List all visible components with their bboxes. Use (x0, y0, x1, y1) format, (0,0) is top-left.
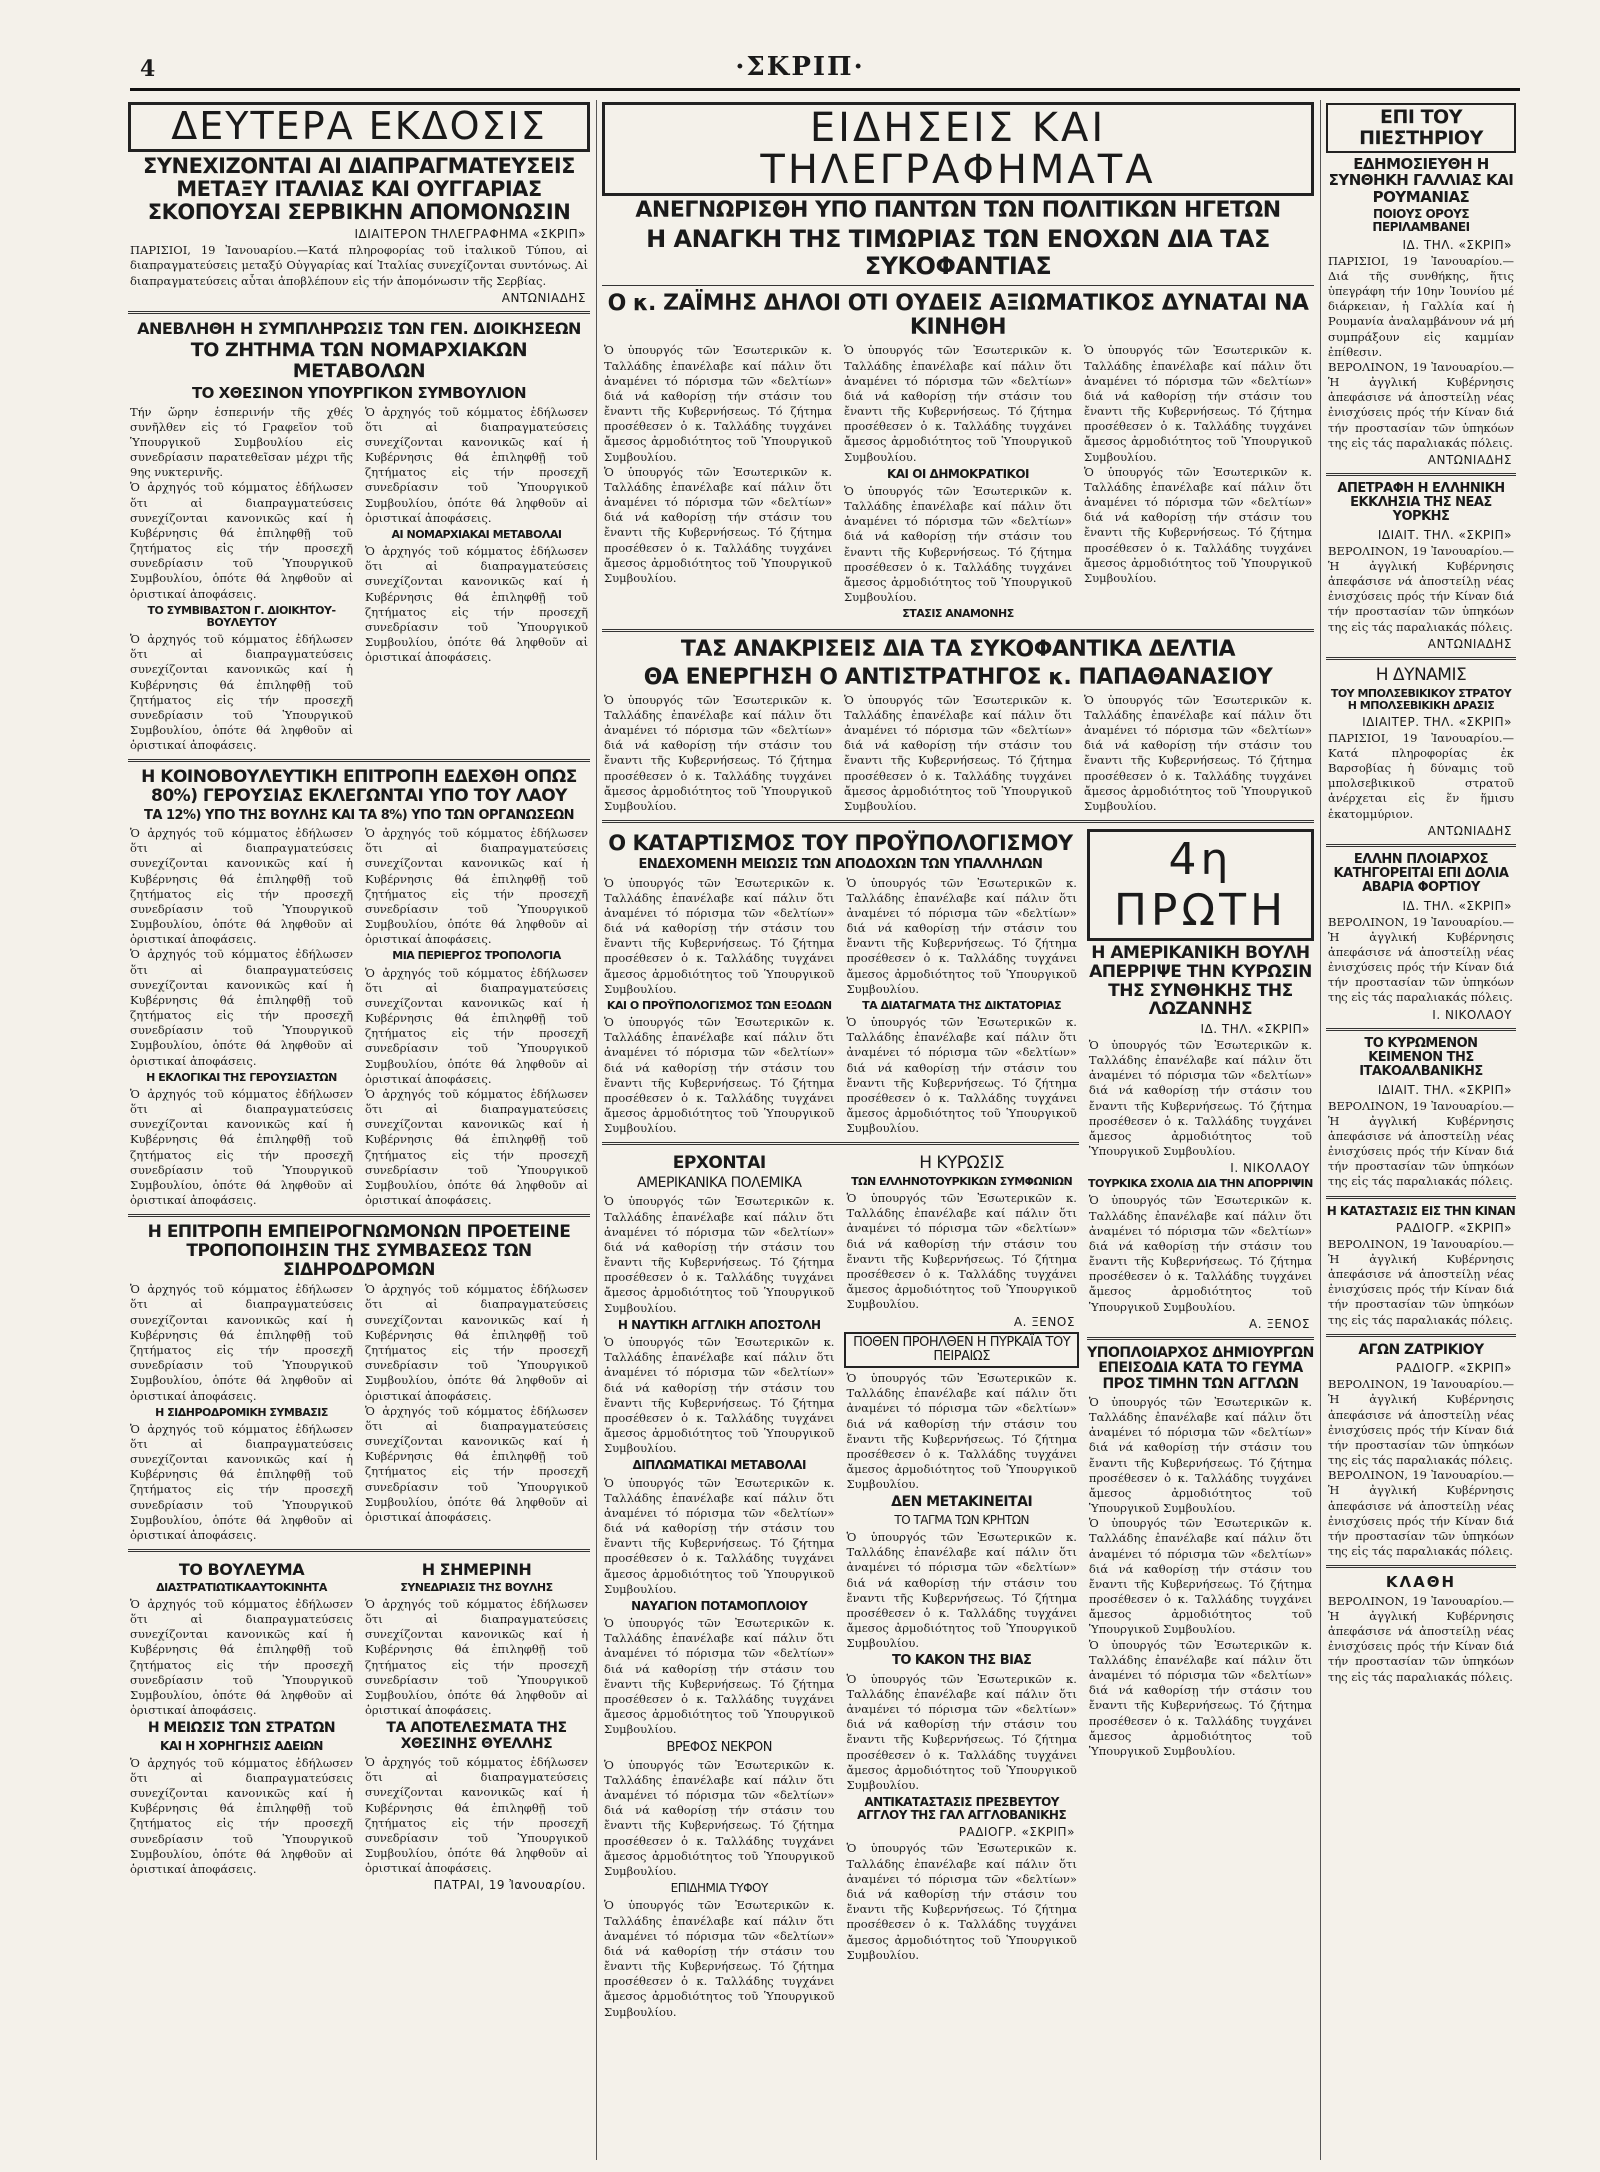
article-text: ΒΕΡΟΛΙΝΟΝ, 19 Ἰανουαρίου.—Ἡ ἀγγλική Κυβέρνησις ἀπεφάσισε νά ἀποστείλῃ νέας ἐνισχύσεις πρός τήν Κίναν διά τήν προστασίαν τῶν ὑπηκόων της εἰς τάς παραλιακάς πόλεις. (1328, 1377, 1514, 1468)
divider (128, 1214, 590, 1217)
byline: ΙΔ. ΤΗΛ. «ΣΚΡΙΠ» (1200, 1021, 1310, 1036)
page-number: 4 (140, 56, 156, 82)
byline: ΙΔ. ΤΗΛ. «ΣΚΡΙΠ» (1402, 898, 1512, 913)
article-text: Ὁ ἀρχηγός τοῦ κόμματος ἐδήλωσεν ὅτι αἱ διαπραγματεύσεις συνεχίζονται κανονικῶς καί ἡ Κυβέρνησις θά ἐπιληφθῇ τοῦ ζητήματος εἰς τήν προσεχῆ συνεδρίασιν τοῦ Ὑπουργικοῦ Συμβουλίου, ὁπότε θά ληφθοῦν αἱ ὁριστικαί ἀποφάσεις. (130, 826, 353, 947)
article-text: ΠΑΡΙΣΙΟΙ, 19 Ἰανουαρίου.—Διά τῆς συνθήκης, ἥτις ὑπεγράφη τήν 10ην Ἰουνίου μέ διάρκειαν, ἡ Γαλλία καί ἡ Ρουμανία ἀναλαμβάνουν νά μή συμπράξουν εἰς καμμίαν ἐπίθεσιν. (1328, 253, 1514, 359)
two-column-block (128, 1282, 590, 1543)
column-rule (1320, 100, 1321, 2160)
headline-captain: ΕΛΛΗΝ ΠΛΟΙΑΡΧΟΣ ΚΑΤΗΓΟΡΕΙΤΑΙ ΕΠΙ ΔΟΛΙΑ ΑΒΑΡΙΑ ΦΟΡΤΙΟΥ (1333, 851, 1509, 896)
signature: Ι. ΝΙΚΟΛΑΟΥ (1230, 1161, 1310, 1176)
article-text: Ὁ ἀρχηγός τοῦ κόμματος ἐδήλωσεν ὅτι αἱ διαπραγματεύσεις συνεχίζονται κανονικῶς καί ἡ Κυβέρνησις θά ἐπιληφθῇ τοῦ ζητήματος εἰς τήν προσεχῆ συνεδρίασιν τοῦ Ὑπουργικοῦ Συμβουλίου, ὁπότε θά ληφθοῦν αἱ ὁριστικαί ἀποφάσεις. (365, 1596, 588, 1718)
article-text: Ὁ ὑπουργός τῶν Ἐσωτερικῶν κ. Ταλλάδης ἐπανέλαβε καί πάλιν ὅτι ἀναμένει τό πόρισμα τῶν «δελτίων» διά νά καθορίσῃ τήν στάσιν του ἔναντι τῆς Κυβερνήσεως. Τό ζήτημα προσέθεσεν ὁ κ. Ταλλάδης τυγχάνει ἄμεσος ἀρμοδιότητος τοῦ Ὑπουργικοῦ Συμβουλίου. (1088, 1394, 1312, 1516)
divider (602, 820, 1314, 823)
article-text: Ὁ ὑπουργός τῶν Ἐσωτερικῶν κ. Ταλλάδης ἐπανέλαβε καί πάλιν ὅτι ἀναμένει τό πόρισμα τῶν «δελτίων» διά νά καθορίσῃ τήν στάσιν του ἔναντι τῆς Κυβερνήσεως. Τό ζήτημα προσέθεσεν ὁ κ. Ταλλάδης τυγχάνει ἄμεσος ἀρμοδιότητος τοῦ Ὑπουργικοῦ Συμβουλίου. (604, 692, 832, 813)
divider (1326, 1196, 1516, 1199)
divider (602, 1142, 1079, 1145)
lower-center (602, 829, 1314, 2020)
headline-violence: ΤΟ ΚΑΚΟΝ ΤΗΣ ΒΙΑΣ (891, 1653, 1032, 1669)
headline-investigations: ΤΑΣ ΑΝΑΚΡΙΣΕΙΣ ΔΙΑ ΤΑ ΣΥΚΟΦΑΝΤΙΚΑ ΔΕΛΤΙΑ (680, 637, 1236, 663)
article-text: Ὁ ἀρχηγός τοῦ κόμματος ἐδήλωσεν ὅτι αἱ διαπραγματεύσεις συνεχίζονται κανονικῶς καί ἡ Κυβέρνησις θά ἐπιληφθῇ τοῦ ζητήματος εἰς τήν προσεχῆ συνεδρίασιν τοῦ Ὑπουργικοῦ Συμβουλίου, ὁπότε θά ληφθοῦν αἱ ὁριστικαί ἀποφάσεις. (130, 1282, 353, 1403)
article-text: ΒΕΡΟΛΙΝΟΝ, 19 Ἰανουαρίου.—Ἡ ἀγγλική Κυβέρνησις ἀπεφάσισε νά ἀποστείλῃ νέας ἐνισχύσεις πρός τήν Κίναν διά τήν προστασίαν τῶν ὑπηκόων της εἰς τάς παραλιακάς πόλεις. (1328, 914, 1514, 1005)
subheadline: Η ΣΙΔΗΡΟΔΡΟΜΙΚΗ ΣΥΜΒΑΣΙΣ (155, 1405, 328, 1419)
divider (128, 1549, 590, 1552)
headline-piraeus-fire: ΠΟΘΕΝ ΠΡΟΗΛΘΕΝ Η ΠΥΡΚΑΪΑ ΤΟΥ ΠΕΙΡΑΙΩΣ (844, 1332, 1078, 1369)
divider (1326, 657, 1516, 660)
article-text: ΒΕΡΟΛΙΝΟΝ, 19 Ἰανουαρίου.—Ἡ ἀγγλική Κυβέρνησις ἀπεφάσισε νά ἀποστείλῃ νέας ἐνισχύσεις πρός τήν Κίναν διά τήν προστασίαν τῶν ὑπηκόων της εἰς τάς παραλιακάς πόλεις. (1328, 359, 1514, 450)
subheadline: ΤΟ ΣΥΜΒΙΒΑΣΤΟΝ Γ. ΔΙΟΙΚΗΤΟΥ-ΒΟΥΛΕΥΤΟΥ (147, 603, 336, 629)
masthead-rule (130, 88, 1520, 91)
headline-ratification-sub: ΤΩΝ ΕΛΛΗΝΟΤΟΥΡΚΙΚΩΝ ΣΥΜΦΩΝΙΩΝ (851, 1175, 1073, 1189)
article-text: Ὁ ὑπουργός τῶν Ἐσωτερικῶν κ. Ταλλάδης ἐπανέλαβε καί πάλιν ὅτι ἀναμένει τό πόρισμα τῶν «δελτίων» διά νά καθορίσῃ τήν στάσιν του ἔναντι τῆς Κυβερνήσεως. Τό ζήτημα προσέθεσεν ὁ κ. Ταλλάδης τυγχάνει ἄμεσος ἀρμοδιότητος τοῦ Ὑπουργικοῦ Συμβουλίου. (604, 1616, 835, 1737)
subheadline: ΜΙΑ ΠΕΡΙΕΡΓΟΣ ΤΡΟΠΟΛΟΓΙΑ (392, 949, 561, 963)
headline-storm: ΤΑ ΑΠΟΤΕΛΕΣΜΑΤΑ ΤΗΣ ΧΘΕΣΙΝΗΣ ΘΥΕΛΛΗΣ (386, 1720, 567, 1752)
right-column (1326, 100, 1516, 2160)
headline-terms: ΠΟΙΟΥΣ ΟΡΟΥΣ ΠΕΡΙΛΑΜΒΑΝΕΙ (1372, 207, 1470, 235)
article-text: Ὁ ὑπουργός τῶν Ἐσωτερικῶν κ. Ταλλάδης ἐπανέλαβε καί πάλιν ὅτι ἀναμένει τό πόρισμα τῶν «δελτίων» διά νά καθορίσῃ τήν στάσιν του ἔναντι τῆς Κυβερνήσεως. Τό ζήτημα προσέθεσεν ὁ κ. Ταλλάδης τυγχάνει ἄμεσος ἀρμοδιότητος τοῦ Ὑπουργικοῦ Συμβουλίου. (604, 1475, 835, 1596)
news-banner: ΕΙΔΗΣΕΙΣ ΚΑΙ ΤΗΛΕΓΡΑΦΗΜΑΤΑ (602, 102, 1314, 196)
article-text: Ὁ ἀρχηγός τοῦ κόμματος ἐδήλωσεν ὅτι αἱ διαπραγματεύσεις συνεχίζονται κανονικῶς καί ἡ Κυβέρνησις θά ἐπιληφθῇ τοῦ ζητήματος εἰς τήν προσεχῆ συνεδρίασιν τοῦ Ὑπουργικοῦ Συμβουλίου, ὁπότε θά ληφθοῦν αἱ ὁριστικαί ἀποφάσεις. (365, 1403, 588, 1524)
article-text: Ὁ ὑπουργός τῶν Ἐσωτερικῶν κ. Ταλλάδης ἐπανέλαβε καί πάλιν ὅτι ἀναμένει τό πόρισμα τῶν «δελτίων» διά νά καθορίσῃ τήν στάσιν του ἔναντι τῆς Κυβερνήσεως. Τό ζήτημα προσέθεσεν ὁ κ. Ταλλάδης τυγχάνει ἄμεσος ἀρμοδιότητος τοῦ Ὑπουργικοῦ Συμβουλίου. (1084, 343, 1312, 464)
article-text: Ὁ ἀρχηγός τοῦ κόμματος ἐδήλωσεν ὅτι αἱ διαπραγματεύσεις συνεχίζονται κανονικῶς καί ἡ Κυβέρνησις θά ἐπιληφθῇ τοῦ ζητήματος εἰς τήν προσεχῆ συνεδρίασιν τοῦ Ὑπουργικοῦ Συμβουλίου, ὁπότε θά ληφθοῦν αἱ ὁριστικαί ἀποφάσεις. (365, 404, 588, 525)
article-text: Ὁ ὑπουργός τῶν Ἐσωτερικῶν κ. Ταλλάδης ἐπανέλαβε καί πάλιν ὅτι ἀναμένει τό πόρισμα τῶν «δελτίων» διά νά καθορίσῃ τήν στάσιν του ἔναντι τῆς Κυβερνήσεως. Τό ζήτημα προσέθεσεν ὁ κ. Ταλλάδης τυγχάνει ἄμεσος ἀρμοδιότητος τοῦ Ὑπουργικοῦ Συμβουλίου. (604, 1194, 835, 1315)
article-text: Ὁ ἀρχηγός τοῦ κόμματος ἐδήλωσεν ὅτι αἱ διαπραγματεύσεις συνεχίζονται κανονικῶς καί ἡ Κυβέρνησις θά ἐπιληφθῇ τοῦ ζητήματος εἰς τήν προσεχῆ συνεδρίασιν τοῦ Ὑπουργικοῦ Συμβουλίου, ὁπότε θά ληφθοῦν αἱ ὁριστικαί ἀποφάσεις. (130, 947, 353, 1068)
article-text: Ὁ ὑπουργός τῶν Ἐσωτερικῶν κ. Ταλλάδης ἐπανέλαβε καί πάλιν ὅτι ἀναμένει τό πόρισμα τῶν «δελτίων» διά νά καθορίσῃ τήν στάσιν του ἔναντι τῆς Κυβερνήσεως. Τό ζήτημα προσέθεσεν ὁ κ. Ταλλάδης τυγχάνει ἄμεσος ἀρμοδιότητος τοῦ Ὑπουργικοῦ Συμβουλίου. (844, 692, 1072, 813)
headline-today-session: Η ΣΗΜΕΡΙΝΗ (421, 1560, 532, 1580)
article-text: Ὁ ἀρχηγός τοῦ κόμματος ἐδήλωσεν ὅτι αἱ διαπραγματεύσεις συνεχίζονται κανονικῶς καί ἡ Κυβέρνησις θά ἐπιληφθῇ τοῦ ζητήματος εἰς τήν προσεχῆ συνεδρίασιν τοῦ Ὑπουργικοῦ Συμβουλίου, ὁπότε θά ληφθοῦν αἱ ὁριστικαί ἀποφάσεις. (365, 544, 588, 665)
article-text: Ὁ ὑπουργός τῶν Ἐσωτερικῶν κ. Ταλλάδης ἐπανέλαβε καί πάλιν ὅτι ἀναμένει τό πόρισμα τῶν «δελτίων» διά νά καθορίσῃ τήν στάσιν του ἔναντι τῆς Κυβερνήσεως. Τό ζήτημα προσέθεσεν ὁ κ. Ταλλάδης τυγχάνει ἄμεσος ἀρμοδιότητος τοῦ Ὑπουργικοῦ Συμβουλίου. (1084, 464, 1312, 585)
article-text: Ὁ ὑπουργός τῶν Ἐσωτερικῶν κ. Ταλλάδης ἐπανέλαβε καί πάλιν ὅτι ἀναμένει τό πόρισμα τῶν «δελτίων» διά νά καθορίσῃ τήν στάσιν του ἔναντι τῆς Κυβερνήσεως. Τό ζήτημα προσέθεσεν ὁ κ. Ταλλάδης τυγχάνει ἄμεσος ἀρμοδιότητος τοῦ Ὑπουργικοῦ Συμβουλίου. (1088, 1637, 1312, 1758)
article-text: Ὁ ὑπουργός τῶν Ἐσωτερικῶν κ. Ταλλάδης ἐπανέλαβε καί πάλιν ὅτι ἀναμένει τό πόρισμα τῶν «δελτίων» διά νά καθορίσῃ τήν στάσιν του ἔναντι τῆς Κυβερνήσεως. Τό ζήτημα προσέθεσεν ὁ κ. Ταλλάδης τυγχάνει ἄμεσος ἀρμοδιότητος τοῦ Ὑπουργικοῦ Συμβουλίου. (844, 343, 1072, 464)
divider (602, 629, 1314, 632)
article-text: ΒΕΡΟΛΙΝΟΝ, 19 Ἰανουαρίου.—Ἡ ἀγγλική Κυβέρνησις ἀπεφάσισε νά ἀποστείλῃ νέας ἐνισχύσεις πρός τήν Κίναν διά τήν προστασίαν τῶν ὑπηκόων της εἰς τάς παραλιακάς πόλεις. (1328, 1098, 1514, 1189)
headline-ratification: Η ΚΥΡΩΣΙΣ (919, 1153, 1005, 1174)
byline: ΙΔ. ΤΗΛ. «ΣΚΡΙΠ» (1402, 237, 1512, 252)
headline-politicians: ΑΝΕΓΝΩΡΙΣΘΗ ΥΠΟ ΠΑΝΤΩΝ ΤΩΝ ΠΟΛΙΤΙΚΩΝ ΗΓΕΤΩΝ (635, 198, 1281, 223)
column-rule (596, 100, 597, 2160)
headline-china: Η ΚΑΤΑΣΤΑΣΙΣ ΕΙΣ ΤΗΝ ΚΙΝΑΝ (1326, 1203, 1516, 1218)
lower-center-left (602, 829, 1079, 2020)
article-text: Ὁ ἀρχηγός τοῦ κόμματος ἐδήλωσεν ὅτι αἱ διαπραγματεύσεις συνεχίζονται κανονικῶς καί ἡ Κυβέρνησις θά ἐπιληφθῇ τοῦ ζητήματος εἰς τήν προσεχῆ συνεδρίασιν τοῦ Ὑπουργικοῦ Συμβουλίου, ὁπότε θά ληφθοῦν αἱ ὁριστικαί ἀποφάσεις. (130, 631, 353, 753)
edition-banner: ΔΕΥΤΕΡΑ ΕΚΔΟΣΙΣ (128, 102, 590, 152)
article-text: Ὁ ὑπουργός τῶν Ἐσωτερικῶν κ. Ταλλάδης ἐπανέλαβε καί πάλιν ὅτι ἀναμένει τό πόρισμα τῶν «δελτίων» διά νά καθορίσῃ τήν στάσιν του ἔναντι τῆς Κυβερνήσεως. Τό ζήτημα προσέθεσεν ὁ κ. Ταλλάδης τυγχάνει ἄμεσος ἀρμοδιότητος τοῦ Ὑπουργικοῦ Συμβουλίου. (1088, 1037, 1312, 1159)
byline: ΡΑΔΙΟΓΡ. «ΣΚΡΙΠ» (958, 1825, 1075, 1840)
article-text: Ὁ ὑπουργός τῶν Ἐσωτερικῶν κ. Ταλλάδης ἐπανέλαβε καί πάλιν ὅτι ἀναμένει τό πόρισμα τῶν «δελτίων» διά νά καθορίσῃ τήν στάσιν του ἔναντι τῆς Κυβερνήσεως. Τό ζήτημα προσέθεσεν ὁ κ. Ταλλάδης τυγχάνει ἄμεσος ἀρμοδιότητος τοῦ Ὑπουργικοῦ Συμβουλίου. (604, 875, 835, 996)
signature: ΠΑΤΡΑΙ, 19 Ἰανουαρίου. (433, 1878, 586, 1893)
two-column-block (128, 1558, 590, 1894)
two-column-block (602, 876, 1079, 1137)
three-column-block (602, 693, 1314, 814)
divider (1326, 1028, 1516, 1031)
headline-zaimis: Ο κ. ΖΑΪΜΗΣ ΔΗΛΟΙ ΟΤΙ ΟΥΔΕΙΣ ΑΞΙΩΜΑΤΙΚΟΣ ΔΥΝΑΤΑΙ ΝΑ ΚΙΝΗΘΗ (607, 290, 1309, 341)
headline-diplomatic: ΔΙΠΛΩΜΑΤΙΚΑΙ ΜΕΤΑΒΟΛΑΙ (632, 1458, 806, 1473)
divider (1326, 1334, 1516, 1337)
subheadline: ΑΙ ΝΟΜΑΡΧΙΑΚΑΙ ΜΕΤΑΒΟΛΑΙ (391, 527, 562, 541)
signature: ΑΝΤΩΝΙΑΔΗΣ (1427, 823, 1512, 838)
headline-bolshevik: ΤΟΥ ΜΠΟΛΣΕΒΙΚΙΚΟΥ ΣΤΡΑΤΟΥ Η ΜΠΟΛΣΕΒΙΚΙΚΗ ΔΡΑΣΙΣ (1330, 686, 1512, 712)
article-text: Ὁ ἀρχηγός τοῦ κόμματος ἐδήλωσεν ὅτι αἱ διαπραγματεύσεις συνεχίζονται κανονικῶς καί ἡ Κυβέρνησις θά ἐπιληφθῇ τοῦ ζητήματος εἰς τήν προσεχῆ συνεδρίασιν τοῦ Ὑπουργικοῦ Συμβουλίου, ὁπότε θά ληφθοῦν αἱ ὁριστικαί ἀποφάσεις. (365, 965, 588, 1086)
headline-american-warships: ΑΜΕΡΙΚΑΝΙΚΑ ΠΟΛΕΜΙΚΑ (636, 1175, 802, 1192)
headline-budget-sub: ΕΝΔΕΧΟΜΕΝΗ ΜΕΙΩΣΙΣ ΤΩΝ ΑΠΟΔΟΧΩΝ ΤΩΝ ΥΠΑΛΛΗΛΩΝ (638, 857, 1043, 873)
center-column (602, 100, 1314, 2160)
left-column (128, 100, 590, 2160)
article-text: Ὁ ἀρχηγός τοῦ κόμματος ἐδήλωσεν ὅτι αἱ διαπραγματεύσεις συνεχίζονται κανονικῶς καί ἡ Κυβέρνησις θά ἐπιληφθῇ τοῦ ζητήματος εἰς τήν προσεχῆ συνεδρίασιν τοῦ Ὑπουργικοῦ Συμβουλίου, ὁπότε θά ληφθοῦν αἱ ὁριστικαί ἀποφάσεις. (130, 1755, 353, 1876)
headline-chess: ΑΓΩΝ ΖΑΤΡΙΚΙΟΥ (1358, 1341, 1484, 1358)
three-column-block (602, 343, 1314, 623)
signature: ΑΝΤΩΝΙΑΔΗΣ (1427, 636, 1512, 651)
article-text: Ὁ ἀρχηγός τοῦ κόμματος ἐδήλωσεν ὅτι αἱ διαπραγματεύσεις συνεχίζονται κανονικῶς καί ἡ Κυβέρνησις θά ἐπιληφθῇ τοῦ ζητήματος εἰς τήν προσεχῆ συνεδρίασιν τοῦ Ὑπουργικοῦ Συμβουλίου, ὁπότε θά ληφθοῦν αἱ ὁριστικαί ἀποφάσεις. (365, 1086, 588, 1208)
byline: ΡΑΔΙΟΓΡ. «ΣΚΡΙΠ» (1395, 1220, 1512, 1235)
signature: Α. ΞΕΝΟΣ (1013, 1314, 1075, 1329)
article-text: Ὁ ὑπουργός τῶν Ἐσωτερικῶν κ. Ταλλάδης ἐπανέλαβε καί πάλιν ὅτι ἀναμένει τό πόρισμα τῶν «δελτίων» διά νά καθορίσῃ τήν στάσιν του ἔναντι τῆς Κυβερνήσεως. Τό ζήτημα προσέθεσεν ὁ κ. Ταλλάδης τυγχάνει ἄμεσος ἀρμοδιότητος τοῦ Ὑπουργικοῦ Συμβουλίου. (846, 875, 1077, 996)
headline-shipwreck: ΝΑΥΑΓΙΟΝ ΠΟΤΑΜΟΠΛΟΙΟΥ (631, 1598, 808, 1613)
headline-force: Η ΔΥΝΑΜΙΣ (1375, 664, 1467, 685)
article-text: Ὁ ὑπουργός τῶν Ἐσωτερικῶν κ. Ταλλάδης ἐπανέλαβε καί πάλιν ὅτι ἀναμένει τό πόρισμα τῶν «δελτίων» διά νά καθορίσῃ τήν στάσιν του ἔναντι τῆς Κυβερνήσεως. Τό ζήτημα προσέθεσεν ὁ κ. Ταλλάδης τυγχάνει ἄμεσος ἀρμοδιότητος τοῦ Ὑπουργικοῦ Συμβουλίου. (1084, 692, 1312, 813)
headline-klathi: ΚΛΑΘΗ (1385, 1573, 1457, 1592)
byline: ΙΔΙΑΙΤΕΡ. ΤΗΛ. «ΣΚΡΙΠ» (1362, 714, 1512, 729)
headline-railway-committee: Η ΕΠΙΤΡΟΠΗ ΕΜΠΕΙΡΟΓΝΩΜΟΝΩΝ ΠΡΟΕΤΕΙΝΕ ΤΡΟΠΟΠΟΙΗΣΙΝ ΤΗΣ ΣΥΜΒΑΣΕΩΣ ΤΩΝ ΣΙΔΗΡΟΔΡΟΜΩΝ (147, 1222, 571, 1280)
byline: ΡΑΔΙΟΓΡ. «ΣΚΡΙΠ» (1395, 1361, 1512, 1376)
divider (1326, 473, 1516, 476)
headline-ambassador: ΑΝΤΙΚΑΤΑΣΤΑΣΙΣ ΠΡΕΣΒΕΥΤΟΥ ΑΓΓΛΟΥ ΤΗΣ ΓΑΛ ΑΓΓΛΟΒΑΝΙΚΗΣ (857, 1795, 1067, 1823)
fourth-edition-banner: 4η ΠΡΩΤΗ (1087, 829, 1314, 941)
subheadline: ΚΑΙ ΟΙ ΔΗΜΟΚΡΑΤΙΚΟΙ (886, 466, 1030, 481)
headline-decree: ΤΟ ΒΟΥΛΕΥΜΑ (178, 1560, 305, 1580)
headline-press: ΕΠΙ ΤΟΥ ΠΙΕΣΤΗΡΙΟΥ (1326, 103, 1516, 153)
article-text: Ὁ ἀρχηγός τοῦ κόμματος ἐδήλωσεν ὅτι αἱ διαπραγματεύσεις συνεχίζονται κανονικῶς καί ἡ Κυβέρνησις θά ἐπιληφθῇ τοῦ ζητήματος εἰς τήν προσεχῆ συνεδρίασιν τοῦ Ὑπουργικοῦ Συμβουλίου, ὁπότε θά ληφθοῦν αἱ ὁριστικαί ἀποφάσεις. (365, 1755, 588, 1876)
headline-prefecture-changes: ΤΟ ΖΗΤΗΜΑ ΤΩΝ ΝΟΜΑΡΧΙΑΚΩΝ ΜΕΤΑΒΟΛΩΝ (190, 339, 528, 383)
article-text: Ὁ ὑπουργός τῶν Ἐσωτερικῶν κ. Ταλλάδης ἐπανέλαβε καί πάλιν ὅτι ἀναμένει τό πόρισμα τῶν «δελτίων» διά νά καθορίσῃ τήν στάσιν του ἔναντι τῆς Κυβερνήσεως. Τό ζήτημα προσέθεσεν ὁ κ. Ταλλάδης τυγχάνει ἄμεσος ἀρμοδιότητος τοῦ Ὑπουργικοῦ Συμβουλίου. (604, 1335, 835, 1456)
headline-cretan-battalion: ΤΟ ΤΑΓΜΑ ΤΩΝ ΚΡΗΤΩΝ (894, 1512, 1029, 1527)
headline-lieutenant: ΥΠΟΠΛΟΙΑΡΧΟΣ ΔΗΜΙΟΥΡΓΩΝ ΕΠΕΙΣΟΔΙΑ ΚΑΤΑ ΤΟ ΓΕΥΜΑ ΠΡΟΣ ΤΙΜΗΝ ΤΩΝ ΑΓΓΛΩΝ (1087, 1344, 1314, 1392)
article-text: Ὁ ὑπουργός τῶν Ἐσωτερικῶν κ. Ταλλάδης ἐπανέλαβε καί πάλιν ὅτι ἀναμένει τό πόρισμα τῶν «δελτίων» διά νά καθορίσῃ τήν στάσιν του ἔναντι τῆς Κυβερνήσεως. Τό ζήτημα προσέθεσεν ὁ κ. Ταλλάδης τυγχάνει ἄμεσος ἀρμοδιότητος τοῦ Ὑπουργικοῦ Συμβουλίου. (604, 1757, 835, 1878)
article-text: Ὁ ὑπουργός τῶν Ἐσωτερικῶν κ. Ταλλάδης ἐπανέλαβε καί πάλιν ὅτι ἀναμένει τό πόρισμα τῶν «δελτίων» διά νά καθορίσῃ τήν στάσιν του ἔναντι τῆς Κυβερνήσεως. Τό ζήτημα προσέθεσεν ὁ κ. Ταλλάδης τυγχάνει ἄμεσος ἀρμοδιότητος τοῦ Ὑπουργικοῦ Συμβουλίου. (846, 1014, 1077, 1136)
headline-senate-sub: ΤΑ 12%) ΥΠΟ ΤΗΣ ΒΟΥΛΗΣ ΚΑΙ ΤΑ 8%) ΥΠΟ ΤΩΝ ΟΡΓΑΝΩΣΕΩΝ (143, 807, 574, 823)
article-text: ΒΕΡΟΛΙΝΟΝ, 19 Ἰανουαρίου.—Ἡ ἀγγλική Κυβέρνησις ἀπεφάσισε νά ἀποστείλῃ νέας ἐνισχύσεις πρός τήν Κίναν διά τήν προστασίαν τῶν ὑπηκόων της εἰς τάς παραλιακάς πόλεις. (1328, 543, 1514, 634)
headline-general-admin: ΑΝΕΒΛΗΘΗ Η ΣΥΜΠΛΗΡΩΣΙΣ ΤΩΝ ΓΕΝ. ΔΙΟΙΚΗΣΕΩΝ (137, 318, 581, 338)
headline-reduction-sub: ΚΑΙ Η ΧΟΡΗΓΗΣΙΣ ΑΔΕΙΩΝ (160, 1738, 323, 1753)
article-text: ΒΕΡΟΛΙΝΟΝ, 19 Ἰανουαρίου.—Ἡ ἀγγλική Κυβέρνησις ἀπεφάσισε νά ἀποστείλῃ νέας ἐνισχύσεις πρός τήν Κίναν διά τήν προστασίαν τῶν ὑπηκόων της εἰς τάς παραλιακάς πόλεις. (1328, 1593, 1514, 1684)
two-column-block (602, 1151, 1079, 2019)
headline-not-moving: ΔΕΝ ΜΕΤΑΚΙΝΕΙΤΑΙ (891, 1494, 1033, 1511)
headline-italy-hungary: ΣΥΝΕΧΙΖΟΝΤΑΙ ΑΙ ΔΙΑΠΡΑΓΜΑΤΕΥΣΕΙΣ ΜΕΤΑΞΥ ΙΤΑΛΙΑΣ ΚΑΙ ΟΥΓΓΑΡΙΑΣ ΣΚΟΠΟΥΣΑΙ ΣΕΡΒΙΚΗΝ ΑΠΟΜΟΝΩΣΙΝ (142, 153, 575, 225)
headline-treaty: ΕΔΗΜΟΣΙΕΥΘΗ Η ΣΥΝΘΗΚΗ ΓΑΛΛΙΑΣ ΚΑΙ ΡΟΥΜΑΝΙΑΣ (1328, 154, 1514, 206)
article-text: Ὁ ὑπουργός τῶν Ἐσωτερικῶν κ. Ταλλάδης ἐπανέλαβε καί πάλιν ὅτι ἀναμένει τό πόρισμα τῶν «δελτίων» διά νά καθορίσῃ τήν στάσιν του ἔναντι τῆς Κυβερνήσεως. Τό ζήτημα προσέθεσεν ὁ κ. Ταλλάδης τυγχάνει ἄμεσος ἀρμοδιότητος τοῦ Ὑπουργικοῦ Συμβουλίου. (846, 1671, 1077, 1792)
headline-dead-infant: ΒΡΕΦΟΣ ΝΕΚΡΟΝ (666, 1739, 772, 1755)
article-text: Τήν ὥρην ἑσπερινήν τῆς χθές συνῆλθεν εἰς τό Γραφεῖον τοῦ Ὑπουργικοῦ Συμβουλίου εἰς συνεδρίασιν παρατεθεῖσαν μέχρι τῆς 9ης νυκτερινῆς. (130, 404, 353, 480)
subheadline: Η ΕΚΛΟΓΙΚΑΙ ΤΗΣ ΓΕΡΟΥΣΙΑΣΤΩΝ (146, 1070, 337, 1084)
two-column-block (128, 826, 590, 1208)
byline: ΙΔΙΑΙΤ. ΤΗΛ. «ΣΚΡΙΠ» (1377, 1082, 1512, 1097)
article-text: Ὁ ὑπουργός τῶν Ἐσωτερικῶν κ. Ταλλάδης ἐπανέλαβε καί πάλιν ὅτι ἀναμένει τό πόρισμα τῶν «δελτίων» διά νά καθορίσῃ τήν στάσιν του ἔναντι τῆς Κυβερνήσεως. Τό ζήτημα προσέθεσεν ὁ κ. Ταλλάδης τυγχάνει ἄμεσος ἀρμοδιότητος τοῦ Ὑπουργικοῦ Συμβουλίου. (846, 1841, 1077, 1962)
article-text: Ὁ ὑπουργός τῶν Ἐσωτερικῶν κ. Ταλλάδης ἐπανέλαβε καί πάλιν ὅτι ἀναμένει τό πόρισμα τῶν «δελτίων» διά νά καθορίσῃ τήν στάσιν του ἔναντι τῆς Κυβερνήσεως. Τό ζήτημα προσέθεσεν ὁ κ. Ταλλάδης τυγχάνει ἄμεσος ἀρμοδιότητος τοῦ Ὑπουργικοῦ Συμβουλίου. (604, 343, 832, 464)
subheadline: ΚΑΙ Ο ΠΡΟΫΠΟΛΟΓΙΣΜΟΣ ΤΩΝ ΕΞΟΔΩΝ (606, 998, 832, 1012)
article-text: Ὁ ἀρχηγός τοῦ κόμματος ἐδήλωσεν ὅτι αἱ διαπραγματεύσεις συνεχίζονται κανονικῶς καί ἡ Κυβέρνησις θά ἐπιληφθῇ τοῦ ζητήματος εἰς τήν προσεχῆ συνεδρίασιν τοῦ Ὑπουργικοῦ Συμβουλίου, ὁπότε θά ληφθοῦν αἱ ὁριστικαί ἀποφάσεις. (130, 1596, 353, 1718)
subheadline: ΤΟΥΡΚΙΚΑ ΣΧΟΛΙΑ ΔΙΑ ΤΗΝ ΑΠΟΡΡΙΨΙΝ (1088, 1177, 1313, 1191)
headline-budget: Ο ΚΑΤΑΡΤΙΣΜΟΣ ΤΟΥ ΠΡΟΫΠΟΛΟΓΙΣΜΟΥ (608, 831, 1073, 856)
headline-italo-albanian: ΤΟ ΚΥΡΩΜΕΝΟΝ ΚΕΙΜΕΝΟΝ ΤΗΣ ΙΤΑΚΟΑΛΒΑΝΙΚΗΣ (1359, 1035, 1483, 1080)
divider (1326, 844, 1516, 847)
signature: ΑΝΤΩΝΙΑΔΗΣ (1427, 452, 1512, 467)
article-text: Ὁ ὑπουργός τῶν Ἐσωτερικῶν κ. Ταλλάδης ἐπανέλαβε καί πάλιν ὅτι ἀναμένει τό πόρισμα τῶν «δελτίων» διά νά καθορίσῃ τήν στάσιν του ἔναντι τῆς Κυβερνήσεως. Τό ζήτημα προσέθεσεν ὁ κ. Ταλλάδης τυγχάνει ἄμεσος ἀρμοδιότητος τοῦ Ὑπουργικοῦ Συμβουλίου. (846, 1191, 1077, 1312)
article-text: Ὁ ὑπουργός τῶν Ἐσωτερικῶν κ. Ταλλάδης ἐπανέλαβε καί πάλιν ὅτι ἀναμένει τό πόρισμα τῶν «δελτίων» διά νά καθορίσῃ τήν στάσιν του ἔναντι τῆς Κυβερνήσεως. Τό ζήτημα προσέθεσεν ὁ κ. Ταλλάδης τυγχάνει ἄμεσος ἀρμοδιότητος τοῦ Ὑπουργικοῦ Συμβουλίου. (1088, 1193, 1312, 1314)
article-text: Ὁ ἀρχηγός τοῦ κόμματος ἐδήλωσεν ὅτι αἱ διαπραγματεύσεις συνεχίζονται κανονικῶς καί ἡ Κυβέρνησις θά ἐπιληφθῇ τοῦ ζητήματος εἰς τήν προσεχῆ συνεδρίασιν τοῦ Ὑπουργικοῦ Συμβουλίου, ὁπότε θά ληφθοῦν αἱ ὁριστικαί ἀποφάσεις. (130, 1421, 353, 1542)
article-text: Ὁ ὑπουργός τῶν Ἐσωτερικῶν κ. Ταλλάδης ἐπανέλαβε καί πάλιν ὅτι ἀναμένει τό πόρισμα τῶν «δελτίων» διά νά καθορίσῃ τήν στάσιν του ἔναντι τῆς Κυβερνήσεως. Τό ζήτημα προσέθεσεν ὁ κ. Ταλλάδης τυγχάνει ἄμεσος ἀρμοδιότητος τοῦ Ὑπουργικοῦ Συμβουλίου. (846, 1530, 1077, 1651)
headline-reduction: Η ΜΕΙΩΣΙΣ ΤΩΝ ΣΤΡΑΤΩΝ (147, 1720, 336, 1737)
article-text: ΠΑΡΙΣΙΟΙ, 19 Ἰανουαρίου.—Κατά πληροφορίας τοῦ ἰταλικοῦ Τύπου, αἱ διαπραγματεύσεις μεταξύ Οὐγγαρίας καί Ἰταλίας συνεχίζονται συντόνως. Αἱ διαπραγματεύσεις αὗται ἀποβλέπουν εἰς τήν ἀπομόνωσιν τῆς Σερβίας. (130, 243, 588, 288)
subheadline: ΣΤΑΣΙΣ ΑΝΑΜΟΝΗΣ (902, 607, 1014, 621)
headline-church: ΑΠΕΤΡΑΦΗ Η ΕΛΛΗΝΙΚΗ ΕΚΚΛΗΣΙΑ ΤΗΣ ΝΕΑΣ ΥΟΡΚΗΣ (1337, 480, 1505, 525)
article-text: ΒΕΡΟΛΙΝΟΝ, 19 Ἰανουαρίου.—Ἡ ἀγγλική Κυβέρνησις ἀπεφάσισε νά ἀποστείλῃ νέας ἐνισχύσεις πρός τήν Κίναν διά τήν προστασίαν τῶν ὑπηκόων της εἰς τάς παραλιακάς πόλεις. (1328, 1236, 1514, 1327)
article-text: Ὁ ὑπουργός τῶν Ἐσωτερικῶν κ. Ταλλάδης ἐπανέλαβε καί πάλιν ὅτι ἀναμένει τό πόρισμα τῶν «δελτίων» διά νά καθορίσῃ τήν στάσιν του ἔναντι τῆς Κυβερνήσεως. Τό ζήτημα προσέθεσεν ὁ κ. Ταλλάδης τυγχάνει ἄμεσος ἀρμοδιότητος τοῦ Ὑπουργικοῦ Συμβουλίου. (604, 464, 832, 585)
article-text: Ὁ ὑπουργός τῶν Ἐσωτερικῶν κ. Ταλλάδης ἐπανέλαβε καί πάλιν ὅτι ἀναμένει τό πόρισμα τῶν «δελτίων» διά νά καθορίσῃ τήν στάσιν του ἔναντι τῆς Κυβερνήσεως. Τό ζήτημα προσέθεσεν ὁ κ. Ταλλάδης τυγχάνει ἄμεσος ἀρμοδιότητος τοῦ Ὑπουργικοῦ Συμβουλίου. (604, 1898, 835, 2019)
article-text: Ὁ ὑπουργός τῶν Ἐσωτερικῶν κ. Ταλλάδης ἐπανέλαβε καί πάλιν ὅτι ἀναμένει τό πόρισμα τῶν «δελτίων» διά νά καθορίσῃ τήν στάσιν του ἔναντι τῆς Κυβερνήσεως. Τό ζήτημα προσέθεσεν ὁ κ. Ταλλάδης τυγχάνει ἄμεσος ἀρμοδιότητος τοῦ Ὑπουργικοῦ Συμβουλίου. (604, 1014, 835, 1136)
byline: ΙΔΙΑΙΤΕΡΟΝ ΤΗΛΕΓΡΑΦΗΜΑ «ΣΚΡΙΠ» (354, 227, 586, 242)
two-column-block (128, 405, 590, 754)
article-text: Ὁ ὑπουργός τῶν Ἐσωτερικῶν κ. Ταλλάδης ἐπανέλαβε καί πάλιν ὅτι ἀναμένει τό πόρισμα τῶν «δελτίων» διά νά καθορίσῃ τήν στάσιν του ἔναντι τῆς Κυβερνήσεως. Τό ζήτημα προσέθεσεν ὁ κ. Ταλλάδης τυγχάνει ἄμεσος ἀρμοδιότητος τοῦ Ὑπουργικοῦ Συμβουλίου. (844, 483, 1072, 605)
headline-today-session-sub: ΣΥΝΕΔΡΙΑΣΙΣ ΤΗΣ ΒΟΥΛΗΣ (400, 1580, 553, 1594)
article-text: Ὁ ὑπουργός τῶν Ἐσωτερικῶν κ. Ταλλάδης ἐπανέλαβε καί πάλιν ὅτι ἀναμένει τό πόρισμα τῶν «δελτίων» διά νά καθορίσῃ τήν στάσιν του ἔναντι τῆς Κυβερνήσεως. Τό ζήτημα προσέθεσεν ὁ κ. Ταλλάδης τυγχάνει ἄμεσος ἀρμοδιότητος τοῦ Ὑπουργικοῦ Συμβουλίου. (846, 1371, 1077, 1492)
article-text: ΠΑΡΙΣΙΟΙ, 19 Ἰανουαρίου.—Κατά πληροφορίας ἐκ Βαρσοβίας ἡ δύναμις τοῦ μπολσεβικικοῦ στρατοῦ ἀνέρχεται εἰς ἕν ἥμισυ ἑκατομμύριον. (1328, 730, 1514, 821)
divider (1087, 1337, 1314, 1340)
signature: Ι. ΝΙΚΟΛΑΟΥ (1432, 1007, 1512, 1022)
article-text: Ὁ ἀρχηγός τοῦ κόμματος ἐδήλωσεν ὅτι αἱ διαπραγματεύσεις συνεχίζονται κανονικῶς καί ἡ Κυβέρνησις θά ἐπιληφθῇ τοῦ ζητήματος εἰς τήν προσεχῆ συνεδρίασιν τοῦ Ὑπουργικοῦ Συμβουλίου, ὁπότε θά ληφθοῦν αἱ ὁριστικαί ἀποφάσεις. (365, 1282, 588, 1403)
signature: Α. ΞΕΝΟΣ (1248, 1316, 1310, 1331)
article-text: ΒΕΡΟΛΙΝΟΝ, 19 Ἰανουαρίου.—Ἡ ἀγγλική Κυβέρνησις ἀπεφάσισε νά ἀποστείλῃ νέας ἐνισχύσεις πρός τήν Κίναν διά τήν προστασίαν τῶν ὑπηκόων της εἰς τάς παραλιακάς πόλεις. (1328, 1468, 1514, 1559)
byline: ΙΔΙΑΙΤ. ΤΗΛ. «ΣΚΡΙΠ» (1377, 527, 1512, 542)
signature: ΑΝΤΩΝΙΑΔΗΣ (501, 290, 586, 305)
lower-center-right (1087, 829, 1314, 2020)
divider (1326, 1565, 1516, 1568)
headline-punishment: Η ΑΝΑΓΚΗ ΤΗΣ ΤΙΜΩΡΙΑΣ ΤΩΝ ΕΝΟΧΩΝ ΔΙΑ ΤΑΣ ΣΥΚΟΦΑΝΤΙΑΣ (646, 225, 1270, 280)
divider (602, 285, 1314, 286)
divider (128, 311, 590, 314)
headline-naval-mission: Η ΝΑΥΤΙΚΗ ΑΓΓΛΙΚΗ ΑΠΟΣΤΟΛΗ (617, 1317, 821, 1332)
headline-typhus: ΕΠΙΔΗΜΙΑ ΤΥΦΟΥ (670, 1881, 768, 1896)
headline-cabinet: ΤΟ ΧΘΕΣΙΝΟΝ ΥΠΟΥΡΓΙΚΟΝ ΣΥΜΒΟΥΛΙΟΝ (191, 384, 527, 403)
article-text: Ὁ ἀρχηγός τοῦ κόμματος ἐδήλωσεν ὅτι αἱ διαπραγματεύσεις συνεχίζονται κανονικῶς καί ἡ Κυβέρνησις θά ἐπιληφθῇ τοῦ ζητήματος εἰς τήν προσεχῆ συνεδρίασιν τοῦ Ὑπουργικοῦ Συμβουλίου, ὁπότε θά ληφθοῦν αἱ ὁριστικαί ἀποφάσεις. (130, 480, 353, 601)
subheadline: ΤΑ ΔΙΑΤΑΓΜΑΤΑ ΤΗΣ ΔΙΚΤΑΤΟΡΙΑΣ (862, 998, 1062, 1012)
headline-decree-sub: ΔΙΑΣΤΡΑΤΙΩΤΙΚΑΑΥΤΟΚΙΝΗΤΑ (156, 1580, 327, 1594)
article-text: Ὁ ἀρχηγός τοῦ κόμματος ἐδήλωσεν ὅτι αἱ διαπραγματεύσεις συνεχίζονται κανονικῶς καί ἡ Κυβέρνησις θά ἐπιληφθῇ τοῦ ζητήματος εἰς τήν προσεχῆ συνεδρίασιν τοῦ Ὑπουργικοῦ Συμβουλίου, ὁπότε θά ληφθοῦν αἱ ὁριστικαί ἀποφάσεις. (365, 826, 588, 947)
article-text: Ὁ ὑπουργός τῶν Ἐσωτερικῶν κ. Ταλλάδης ἐπανέλαβε καί πάλιν ὅτι ἀναμένει τό πόρισμα τῶν «δελτίων» διά νά καθορίσῃ τήν στάσιν του ἔναντι τῆς Κυβερνήσεως. Τό ζήτημα προσέθεσεν ὁ κ. Ταλλάδης τυγχάνει ἄμεσος ἀρμοδιότητος τοῦ Ὑπουργικοῦ Συμβουλίου. (1088, 1516, 1312, 1637)
newspaper-name: ·ΣΚΡΙΠ· (735, 52, 865, 82)
masthead (0, 0, 1600, 88)
headline-papathanasiou: ΘΑ ΕΝΕΡΓΗΣΗ Ο ΑΝΤΙΣΤΡΑΤΗΓΟΣ κ. ΠΑΠΑΘΑΝΑΣΙΟΥ (643, 664, 1273, 690)
article-text: Ὁ ἀρχηγός τοῦ κόμματος ἐδήλωσεν ὅτι αἱ διαπραγματεύσεις συνεχίζονται κανονικῶς καί ἡ Κυβέρνησις θά ἐπιληφθῇ τοῦ ζητήματος εἰς τήν προσεχῆ συνεδρίασιν τοῦ Ὑπουργικοῦ Συμβουλίου, ὁπότε θά ληφθοῦν αἱ ὁριστικαί ἀποφάσεις. (130, 1086, 353, 1208)
headline-lausanne: Η ΑΜΕΡΙΚΑΝΙΚΗ ΒΟΥΛΗ ΑΠΕΡΡΙΨΕ ΤΗΝ ΚΥΡΩΣΙΝ ΤΗΣ ΣΥΝΘΗΚΗΣ ΤΗΣ ΛΩΖΑΝΝΗΣ (1089, 943, 1312, 1020)
headline-coming: ΕΡΧΟΝΤΑΙ (672, 1153, 766, 1174)
headline-senate: Η ΚΟΙΝΟΒΟΥΛΕΥΤΙΚΗ ΕΠΙΤΡΟΠΗ ΕΔΕΧΘΗ ΟΠΩΣ 80%) ΓΕΡΟΥΣΙΑΣ ΕΚΛΕΓΩΝΤΑΙ ΥΠΟ ΤΟΥ ΛΑΟΥ (141, 767, 577, 807)
divider (128, 759, 590, 762)
